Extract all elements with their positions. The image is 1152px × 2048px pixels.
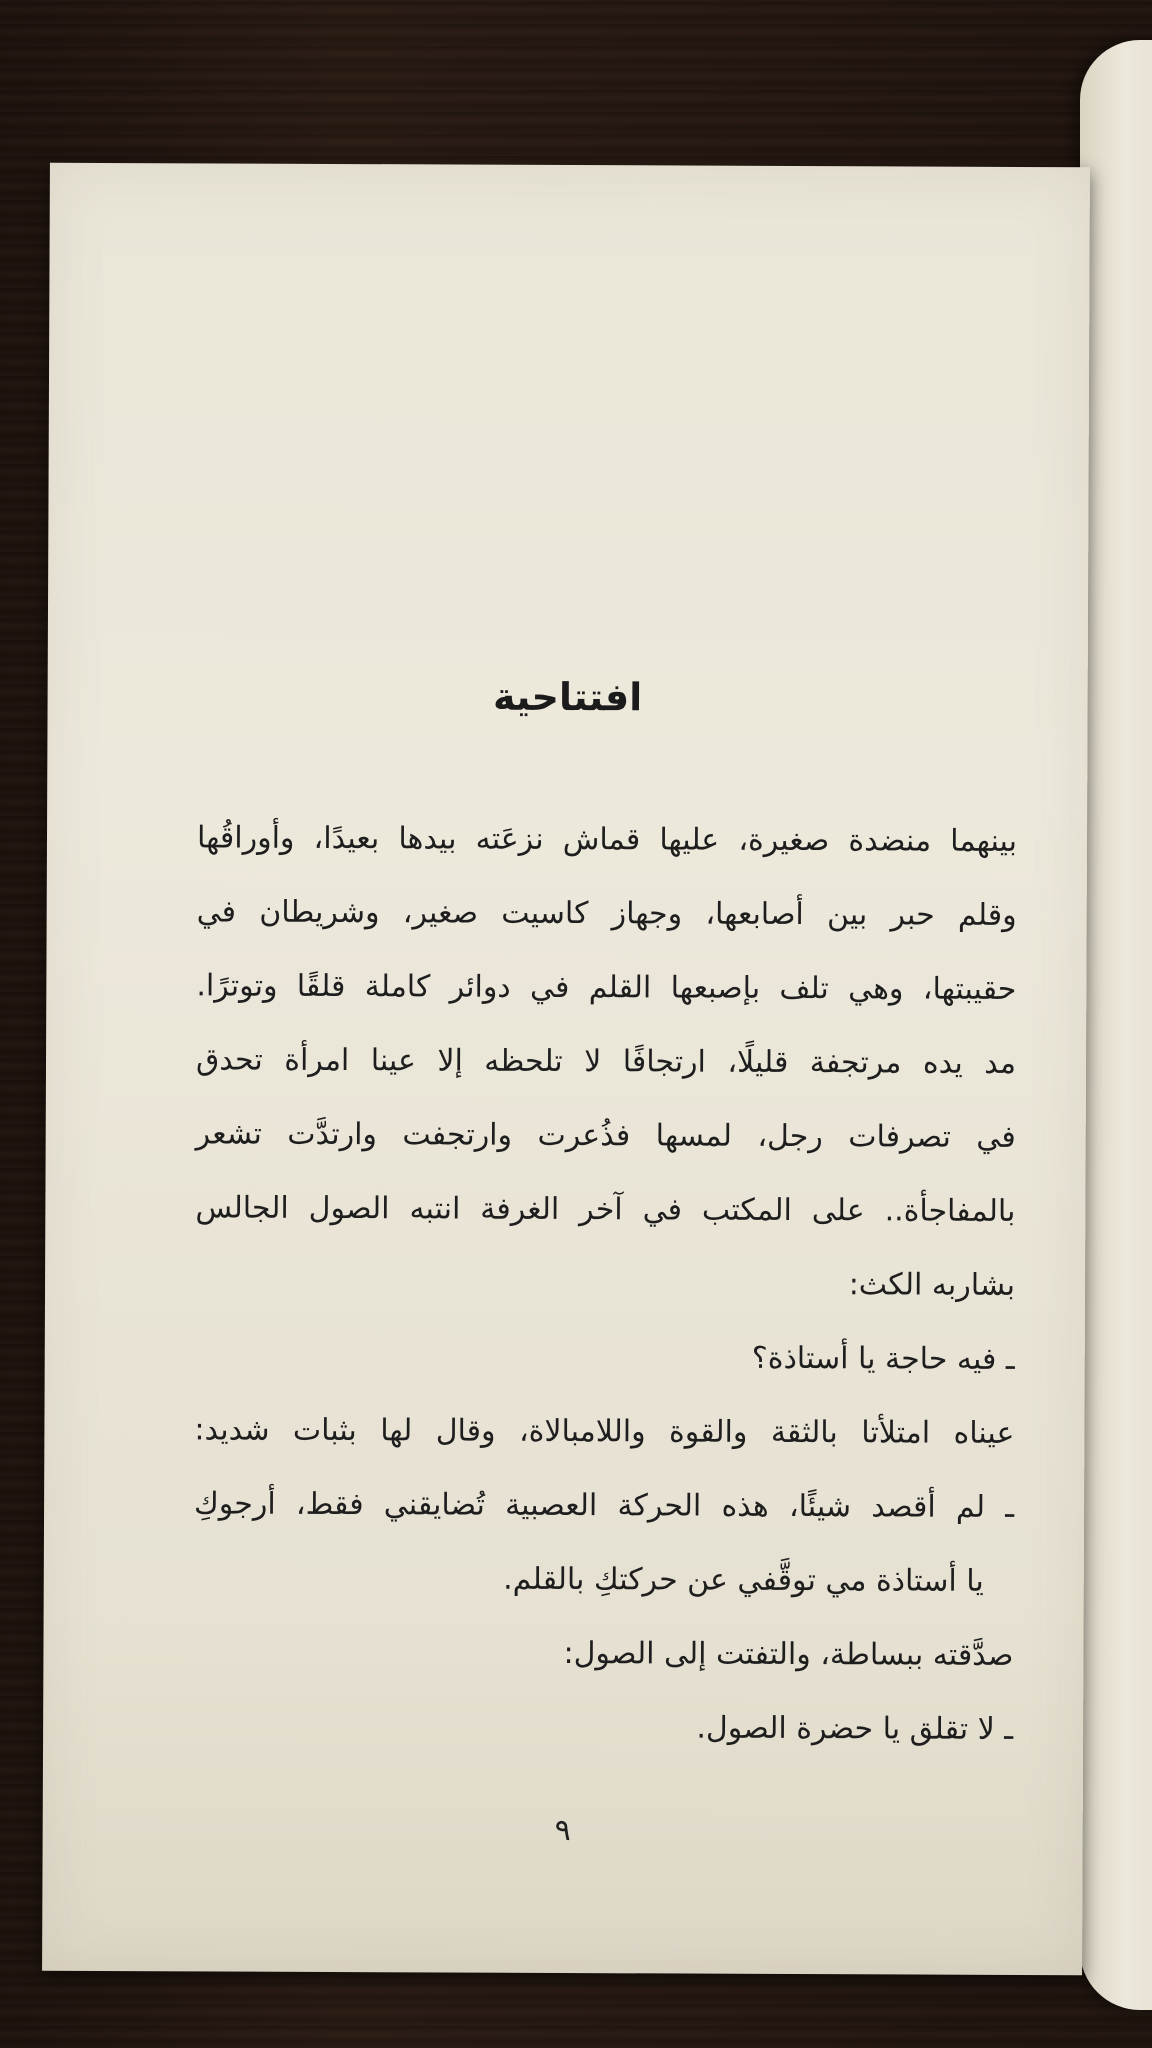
chapter-title: افتتاحية (492, 674, 643, 720)
page-number: ٩ (554, 1812, 571, 1849)
dialogue-line: ـ فيه حاجة يا أستاذة؟ (751, 1340, 1015, 1377)
next-page-edge (1080, 40, 1152, 2010)
text-line: حقيبتها، وهي تلف بإصبعها القلم في دوائر كاملة قلقًا وتوترًا. (196, 968, 1017, 1007)
text-line: مد يده مرتجفة قليلًا، ارتجافًا لا تلحظه إلا عينا امرأة تحدق (195, 1042, 1017, 1081)
text-line: بالمفاجأة.. على المكتب في آخر الغرفة انتبه الصول الجالس (195, 1190, 1016, 1229)
dialogue-line: ـ لم أقصد شيئًا، هذه الحركة العصبية تُضايقني فقط، أرجوكِ (194, 1486, 1015, 1525)
dialogue-line: يا أستاذة مي توقَّفي عن حركتكِ بالقلم. (503, 1561, 984, 1599)
text-line: صدَّقته ببساطة، والتفتت إلى الصول: (563, 1635, 1014, 1673)
text-line: بشاربه الكث: (848, 1267, 1016, 1303)
text-line: وقلم حبر بين أصابعها، وجهاز كاسيت صغير، وشريطان في (196, 894, 1017, 933)
text-line: بينهما منضدة صغيرة، عليها قماش نزعَته بيدها بعيدًا، وأوراقُها (196, 820, 1018, 859)
dialogue-line: ـ لا تقلق يا حضرة الصول. (696, 1710, 1014, 1747)
text-line: في تصرفات رجل، لمسها فذُعرت وارتجفت وارتدَّت تشعر (195, 1116, 1016, 1155)
book-page (42, 163, 1090, 1976)
body-text (193, 801, 1017, 1767)
text-line: عيناه امتلأتا بالثقة والقوة واللامبالاة، وقال لها بثبات شديد: (194, 1412, 1015, 1451)
